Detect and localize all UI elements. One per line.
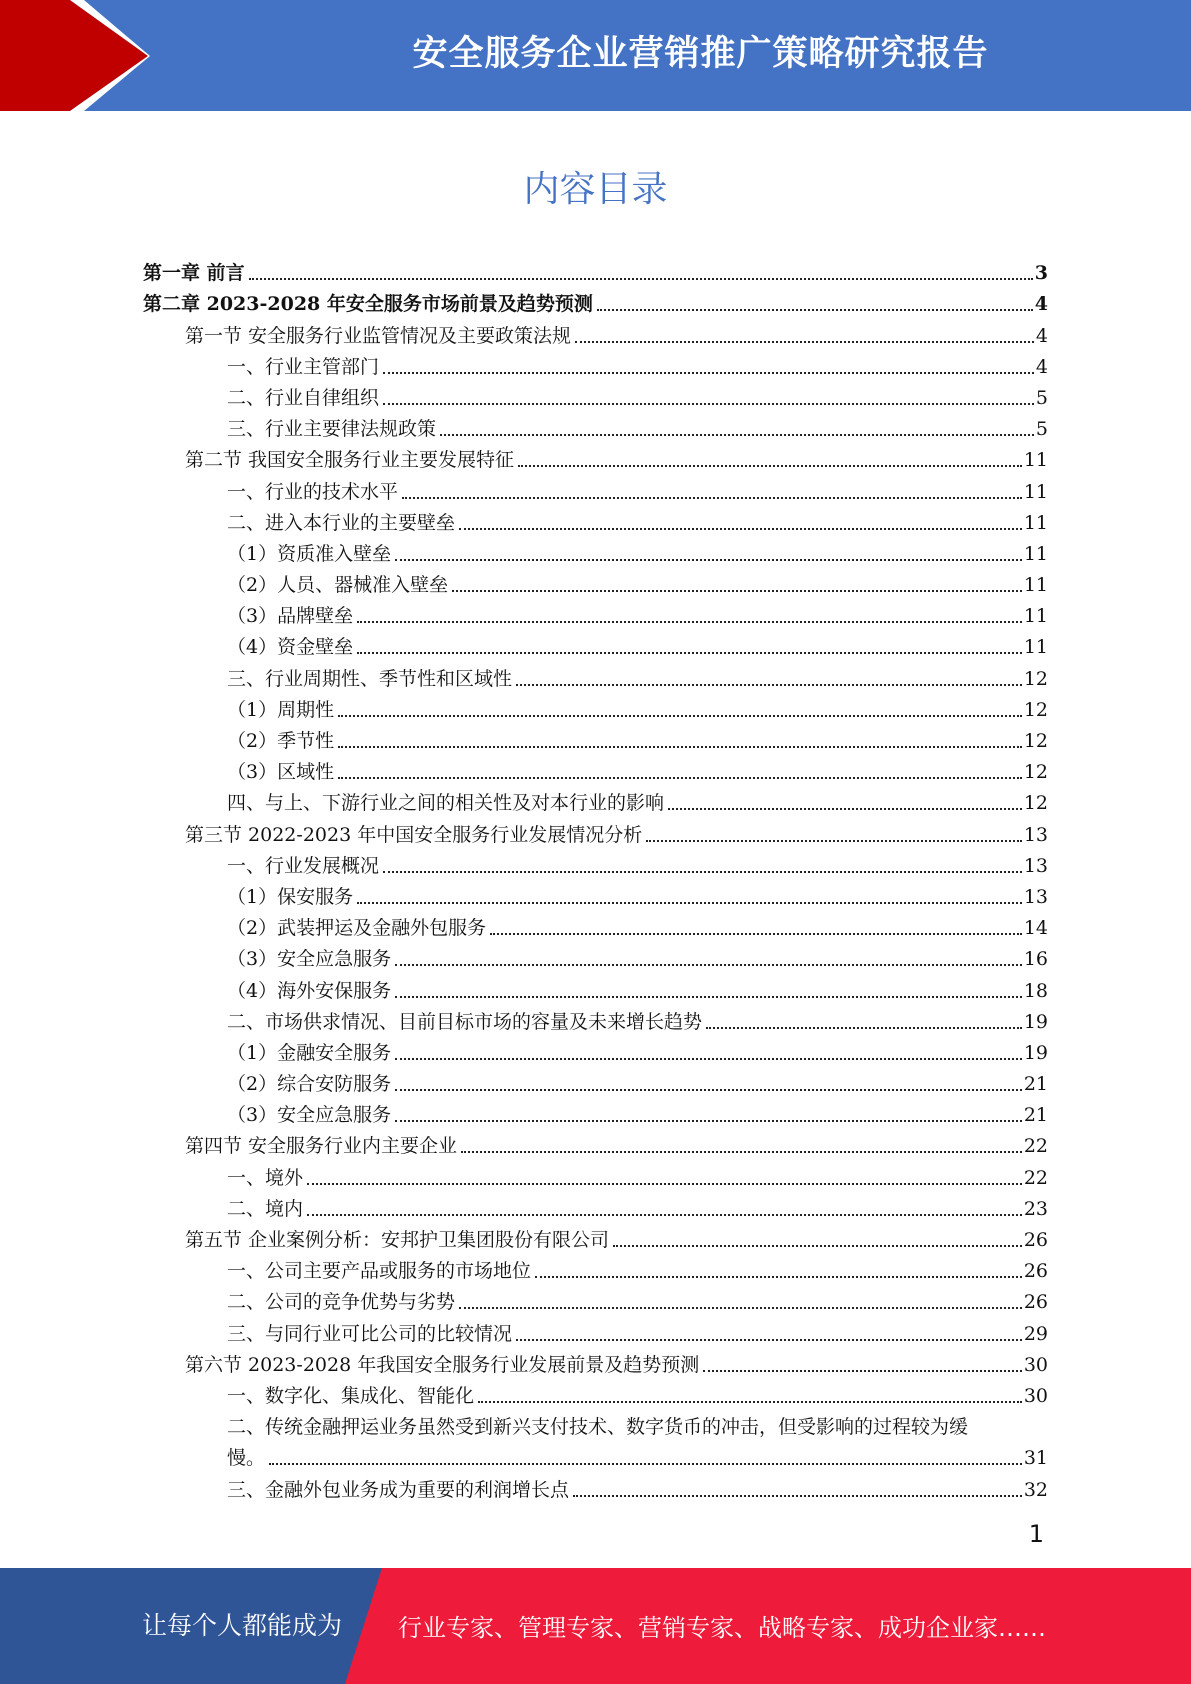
- toc-entry-title: 第六节 2023-2028 年我国安全服务行业发展前景及趋势预测: [185, 1353, 700, 1376]
- toc-entry-page: 11: [1023, 636, 1048, 659]
- toc-entry-title: 第一节 安全服务行业监管情况及主要政策法规: [185, 324, 572, 347]
- toc-entry-title: 一、公司主要产品或服务的市场地位: [227, 1260, 532, 1283]
- toc-leader-dots: [357, 621, 1022, 623]
- toc-entry-page: 21: [1023, 1104, 1048, 1127]
- toc-entry-title: （3）品牌壁垒: [227, 605, 354, 628]
- toc-leader-dots: [490, 933, 1022, 935]
- toc-leader-dots: [395, 559, 1022, 561]
- toc-leader-dots: [357, 652, 1022, 654]
- toc-entry[interactable]: [143, 410, 1048, 441]
- toc-entry-page: 11: [1023, 605, 1048, 628]
- toc-entry-title: 三、行业主要律法规政策: [227, 418, 437, 441]
- page-footer: [0, 1568, 1191, 1684]
- toc-entry-page: 5: [1035, 418, 1048, 441]
- toc-entry-title: 三、与同行业可比公司的比较情况: [227, 1322, 513, 1345]
- toc-entry[interactable]: [143, 1065, 1048, 1096]
- toc-entry[interactable]: [143, 566, 1048, 597]
- toc-leader-dots: [452, 590, 1022, 592]
- toc-entry-title: 第五节 企业案例分析：安邦护卫集团股份有限公司: [185, 1229, 610, 1251]
- toc-entry[interactable]: [143, 784, 1048, 815]
- toc-entry-page: 16: [1023, 948, 1048, 971]
- toc-entry-title: （2）季节性: [227, 730, 335, 752]
- toc-leader-dots: [518, 465, 1022, 467]
- toc-entry-title: （2）综合安防服务: [227, 1073, 392, 1096]
- toc-entry-page: 11: [1023, 511, 1048, 534]
- toc-entry-title: 三、金融外包业务成为重要的利润增长点: [227, 1478, 570, 1501]
- toc-entry-title: （2）武装押运及金融外包服务: [227, 917, 487, 940]
- toc-leader-dots: [395, 996, 1022, 998]
- toc-entry-title: 第三节 2022-2023 年中国安全服务行业发展情况分析: [185, 823, 643, 846]
- toc-entry-title: （1）资质准入壁垒: [227, 542, 392, 565]
- report-title: 安全服务企业营销推广策略研究报告: [412, 34, 989, 74]
- toc-entry-page: 22: [1023, 1166, 1048, 1189]
- toc-leader-dots: [402, 497, 1022, 499]
- toc-leader-dots: [478, 1401, 1022, 1403]
- toc-entry[interactable]: [143, 597, 1048, 628]
- toc-entry-page: 22: [1023, 1135, 1048, 1158]
- toc-entry-title: 一、数字化、集成化、智能化: [227, 1384, 475, 1407]
- toc-entry-page: 18: [1023, 979, 1048, 1002]
- footer-slogan-right: 行业专家、管理专家、营销专家、战略专家、成功企业家……: [398, 1614, 1046, 1642]
- toc-entry[interactable]: [143, 1034, 1048, 1065]
- toc-entry[interactable]: [143, 1283, 1048, 1314]
- toc-entry[interactable]: [143, 940, 1048, 971]
- toc-leader-dots: [461, 1151, 1022, 1153]
- toc-entry-page: 13: [1023, 885, 1048, 908]
- toc-entry-page: 12: [1023, 761, 1048, 784]
- toc-leader-dots: [395, 1120, 1022, 1122]
- toc-leader-dots: [338, 715, 1022, 717]
- toc-entry-page: 13: [1023, 823, 1048, 846]
- toc-entry[interactable]: [143, 1096, 1048, 1127]
- toc-entry-page: 14: [1023, 917, 1048, 940]
- toc-leader-dots: [383, 403, 1034, 405]
- toc-entry-page: 21: [1023, 1073, 1048, 1096]
- toc-entry-page: 19: [1023, 1010, 1048, 1033]
- toc-entry[interactable]: [143, 1158, 1048, 1189]
- toc-entry-page: 5: [1035, 386, 1048, 409]
- toc-entry[interactable]: [143, 472, 1048, 503]
- toc-entry[interactable]: [143, 1190, 1048, 1221]
- toc-entry-page: 13: [1023, 854, 1048, 877]
- toc-leader-dots: [459, 1307, 1022, 1309]
- toc-entry-page: 30: [1023, 1353, 1048, 1376]
- toc-entry[interactable]: [143, 1221, 1048, 1252]
- toc-entry[interactable]: [143, 1408, 1048, 1470]
- toc-entry[interactable]: [143, 254, 1048, 285]
- toc-entry[interactable]: [143, 285, 1048, 316]
- toc-entry[interactable]: [143, 847, 1048, 878]
- toc-heading: 内容目录: [523, 169, 668, 210]
- toc-entry[interactable]: [143, 628, 1048, 659]
- toc-entry[interactable]: [143, 1470, 1048, 1501]
- toc-entry-title: （3）安全应急服务: [227, 1104, 392, 1127]
- toc-entry-page: 4: [1034, 293, 1048, 316]
- page-header: [0, 0, 1191, 111]
- toc-entry-page: 30: [1023, 1384, 1048, 1407]
- toc-entry-page: 26: [1023, 1291, 1048, 1314]
- toc-leader-dots: [383, 871, 1022, 873]
- toc-leader-dots: [668, 808, 1022, 810]
- toc-entry-page: 29: [1023, 1322, 1048, 1345]
- toc-entry-title: （1）周期性: [227, 698, 335, 721]
- toc-entry[interactable]: [143, 815, 1048, 846]
- toc-entry[interactable]: [143, 1252, 1048, 1283]
- toc-entry-title: 三、行业周期性、季节性和区域性: [227, 667, 513, 690]
- page-number: 1: [1028, 1520, 1044, 1548]
- toc-entry-page: 23: [1023, 1197, 1048, 1220]
- toc-entry[interactable]: [143, 1003, 1048, 1034]
- toc-leader-dots: [357, 902, 1022, 904]
- toc-entry-page: 12: [1023, 698, 1048, 721]
- toc-leader-dots: [575, 341, 1034, 343]
- toc-entry-page: 4: [1035, 355, 1048, 378]
- toc-leader-dots: [395, 964, 1022, 966]
- toc-leader-dots: [307, 1183, 1022, 1185]
- toc-entry[interactable]: [143, 878, 1048, 909]
- toc-leader-dots: [597, 309, 1033, 311]
- toc-entry[interactable]: [143, 316, 1048, 347]
- toc-leader-dots: [338, 746, 1022, 748]
- toc-entry-title: （2）人员、器械准入壁垒: [227, 574, 449, 597]
- toc-entry[interactable]: [143, 753, 1048, 784]
- toc-leader-dots: [516, 1339, 1022, 1341]
- toc-entry-title: 第四节 安全服务行业内主要企业: [185, 1135, 458, 1158]
- toc-entry-title: 第二节 我国安全服务行业主要发展特征: [185, 449, 515, 472]
- footer-slogan-left: 让每个人都能成为: [142, 1611, 343, 1640]
- toc-leader-dots: [338, 777, 1022, 779]
- toc-entry-title: （1）金融安全服务: [227, 1041, 392, 1064]
- toc-entry[interactable]: [143, 1346, 1048, 1377]
- toc-entry[interactable]: [143, 379, 1048, 410]
- toc-entry-title: 第二章 2023-2028 年安全服务市场前景及趋势预测: [143, 293, 593, 316]
- toc-entry-page: 3: [1034, 262, 1048, 285]
- toc-entry[interactable]: [143, 659, 1048, 690]
- toc-entry-page: 11: [1023, 542, 1048, 565]
- toc-entry-title: 二、传统金融押运业务虽然受到新兴支付技术、数字货币的冲击，但受影响的过程较为缓: [227, 1416, 969, 1439]
- toc-leader-dots: [459, 528, 1022, 530]
- toc-entry-page: 11: [1023, 480, 1048, 503]
- toc-entry[interactable]: [143, 441, 1048, 472]
- toc-entry-page: 19: [1023, 1041, 1048, 1064]
- toc-entry[interactable]: [143, 691, 1048, 722]
- toc-entry-title: 二、行业自律组织: [227, 386, 380, 409]
- toc-leader-dots: [440, 434, 1034, 436]
- toc-entry-page: 12: [1023, 667, 1048, 690]
- toc-entry-title: 四、与上、下游行业之间的相关性及对本行业的影响: [227, 792, 665, 815]
- toc-entry-title: （4）海外安保服务: [227, 979, 392, 1002]
- toc-entry[interactable]: [143, 1377, 1048, 1408]
- toc-entry-title: 一、境外: [227, 1166, 304, 1189]
- toc-leader-dots: [395, 1089, 1022, 1091]
- toc-leader-dots: [535, 1276, 1022, 1278]
- toc-entry-page: 11: [1023, 574, 1048, 597]
- toc-leader-dots: [706, 1027, 1022, 1029]
- toc-entry[interactable]: [143, 1314, 1048, 1345]
- toc-leader-dots: [516, 684, 1022, 686]
- toc-entry[interactable]: [143, 1127, 1048, 1158]
- table-of-contents: [143, 254, 1048, 1502]
- toc-leader-dots: [269, 1463, 1022, 1465]
- toc-entry[interactable]: [143, 504, 1048, 535]
- toc-entry-page: 26: [1023, 1260, 1048, 1283]
- toc-entry-title: （1）保安服务: [227, 885, 354, 908]
- toc-entry-title: 二、公司的竞争优势与劣势: [227, 1291, 456, 1314]
- toc-entry-title: 二、境内: [227, 1197, 304, 1220]
- toc-leader-dots: [307, 1214, 1022, 1216]
- toc-entry[interactable]: [143, 971, 1048, 1002]
- toc-leader-dots: [383, 372, 1034, 374]
- toc-entry-page: 4: [1035, 324, 1048, 347]
- toc-entry-title: （4）资金壁垒: [227, 636, 354, 659]
- toc-entry-page: 26: [1023, 1229, 1048, 1251]
- toc-entry-page: 32: [1023, 1478, 1048, 1501]
- toc-entry-title: 二、进入本行业的主要壁垒: [227, 511, 456, 534]
- toc-entry-title: （3）安全应急服务: [227, 948, 392, 971]
- toc-entry-title: 一、行业主管部门: [227, 355, 380, 378]
- toc-leader-dots: [395, 1058, 1022, 1060]
- toc-entry-title-continued: 慢。: [227, 1447, 266, 1470]
- toc-entry-page: 31: [1023, 1447, 1048, 1470]
- toc-entry[interactable]: [143, 909, 1048, 940]
- toc-entry-page: 11: [1023, 449, 1048, 472]
- toc-entry[interactable]: [143, 535, 1048, 566]
- toc-entry-page: 12: [1023, 792, 1048, 815]
- toc-leader-dots: [646, 840, 1022, 842]
- toc-entry-title: 一、行业发展概况: [227, 854, 380, 877]
- toc-entry[interactable]: [143, 348, 1048, 379]
- toc-entry-title: 一、行业的技术水平: [227, 480, 399, 503]
- toc-leader-dots: [573, 1495, 1022, 1497]
- toc-leader-dots: [613, 1245, 1022, 1247]
- toc-leader-dots: [703, 1370, 1022, 1372]
- toc-entry-title: 第一章 前言: [143, 262, 245, 285]
- toc-entry-title: （3）区域性: [227, 761, 335, 784]
- toc-leader-dots: [249, 278, 1033, 280]
- toc-entry[interactable]: [143, 722, 1048, 753]
- toc-entry-title: 二、市场供求情况、目前目标市场的容量及未来增长趋势: [227, 1010, 703, 1033]
- toc-entry-page: 12: [1023, 730, 1048, 752]
